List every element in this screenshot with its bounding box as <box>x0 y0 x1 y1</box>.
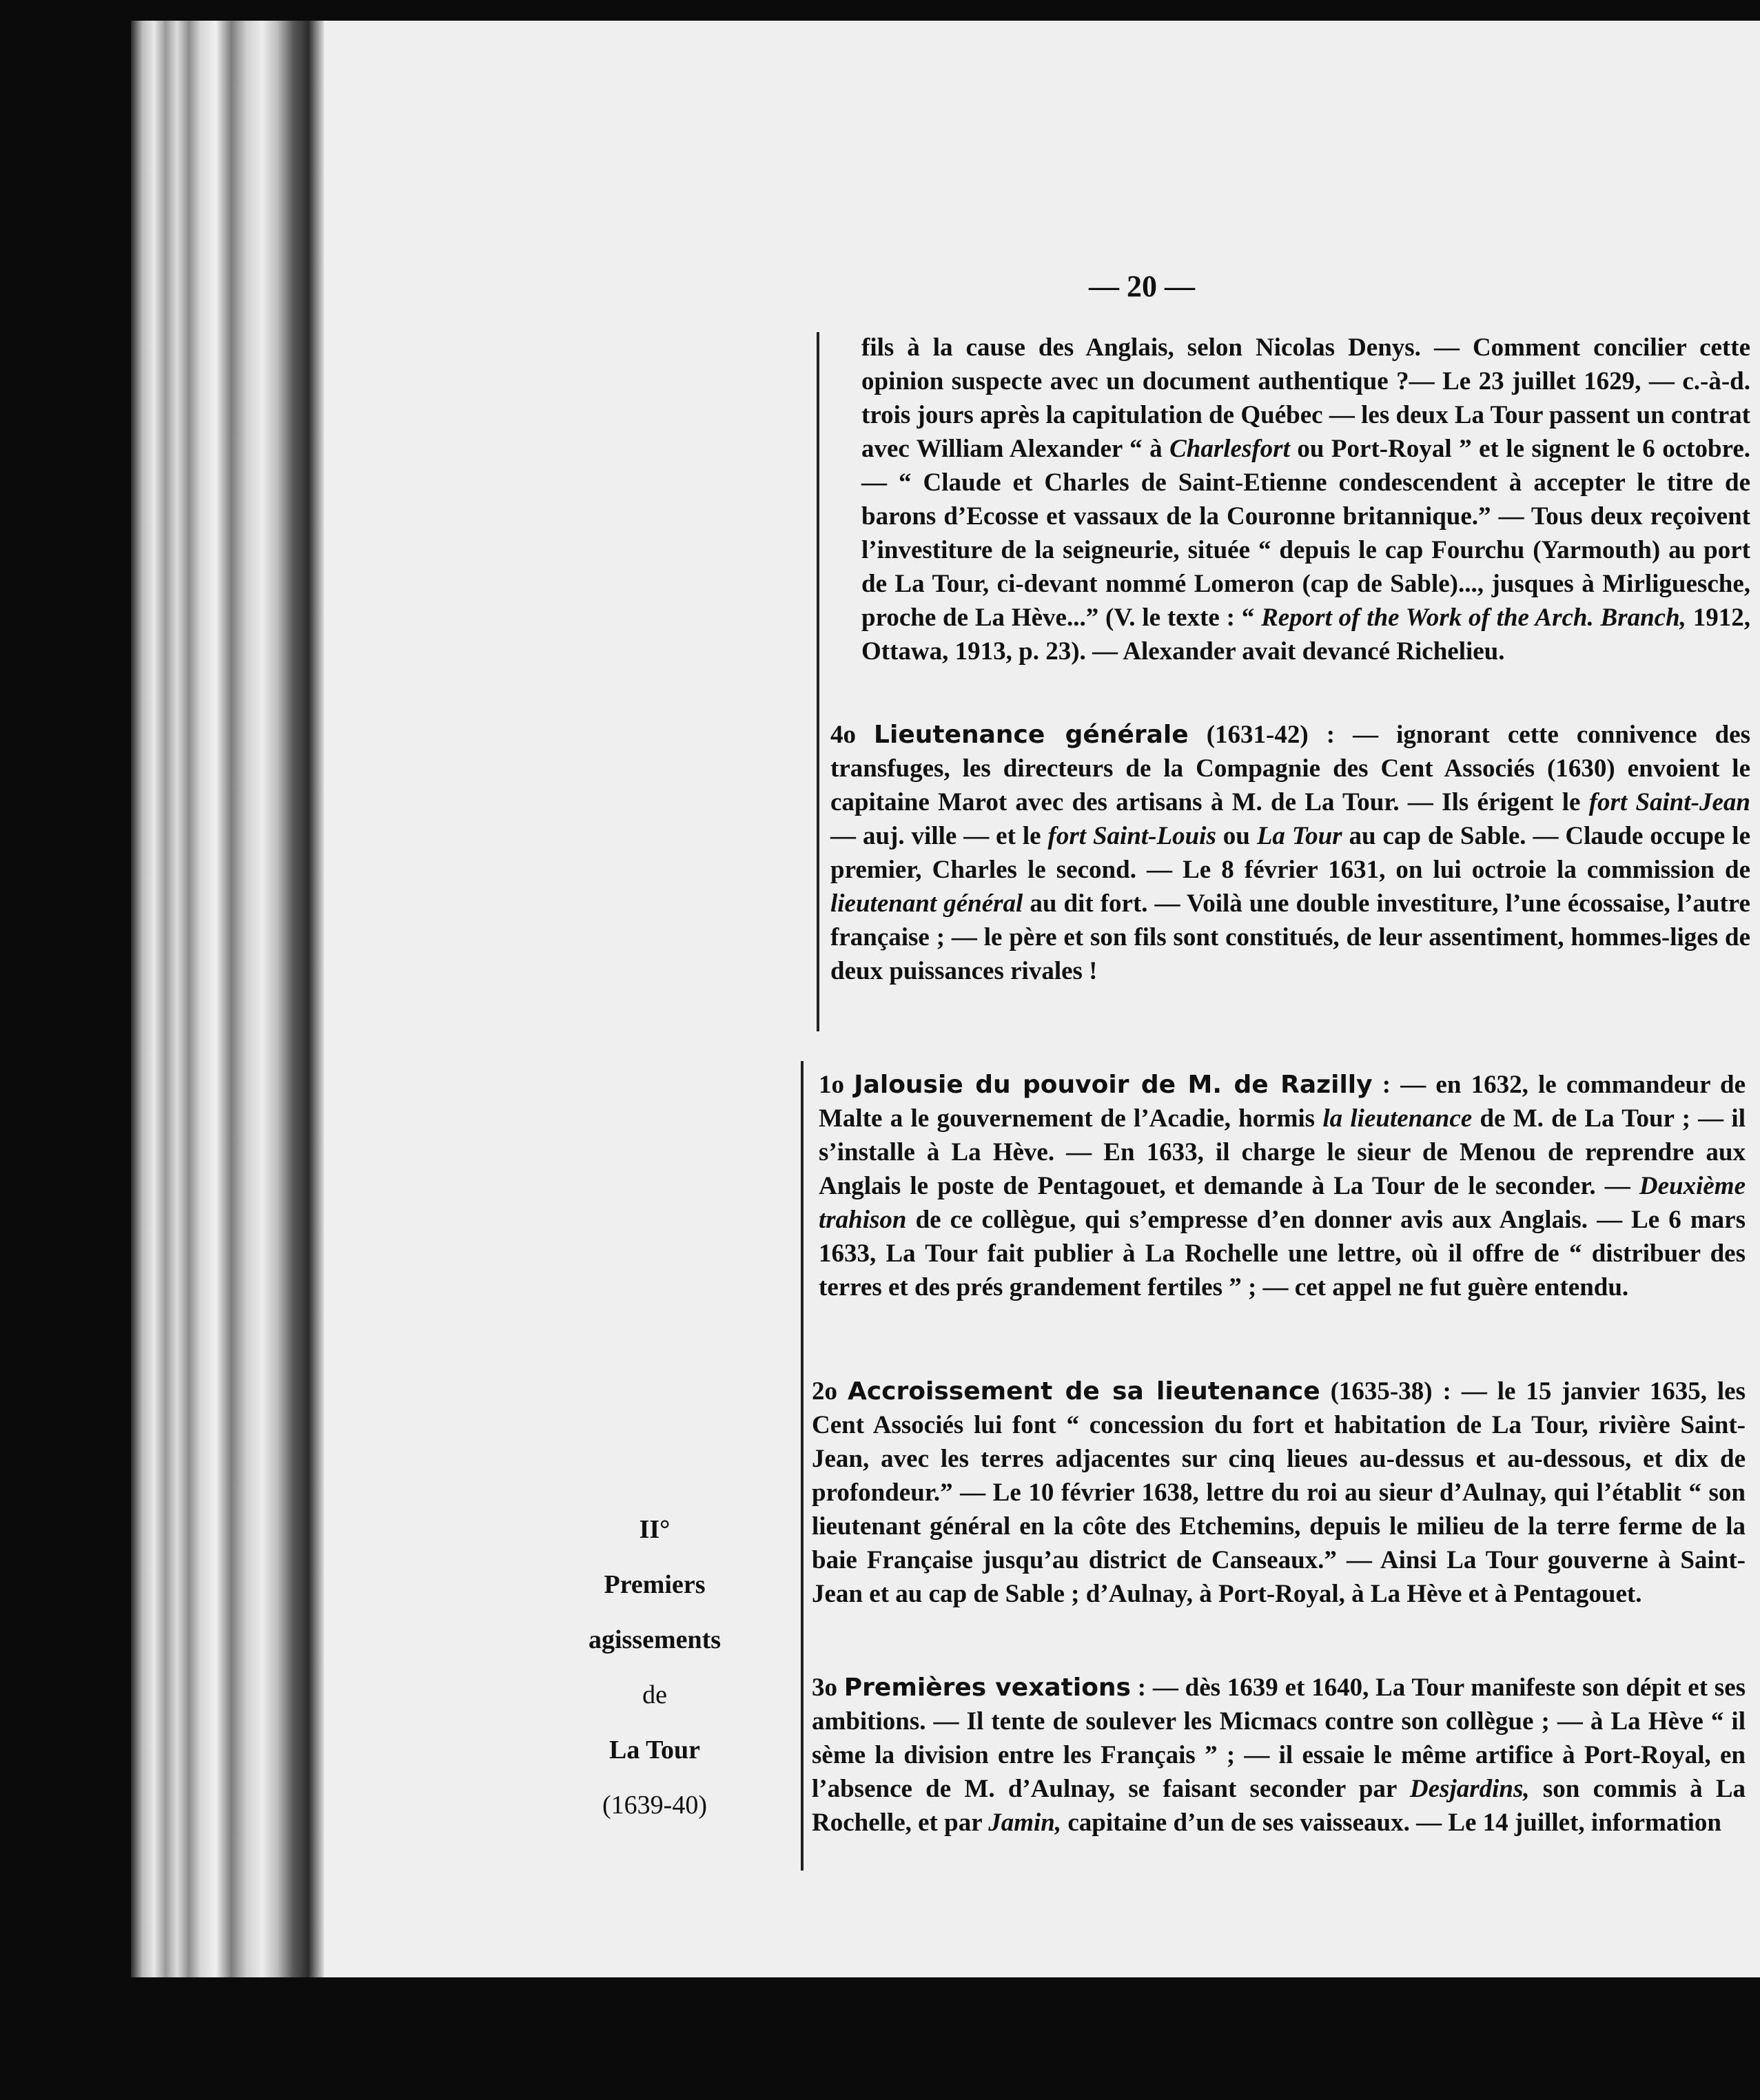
book-page <box>324 21 1760 1977</box>
margin-line: La Tour <box>608 1736 701 1764</box>
margin-dates: (1639-40) <box>602 1791 707 1820</box>
bracket-upper <box>817 332 819 1031</box>
bracket-lower <box>801 1061 804 1871</box>
margin-line: de <box>642 1680 667 1709</box>
book-binding <box>131 21 324 1977</box>
paragraph-lieutenance-generale: 4o Lieutenance générale (1631-42) : — ignorant cette connivence des transfuges, les directeurs de la Compagnie des Cent Associés (1630) envoient le capitaine Marot avec des artisans à M. de La Tour. — Ils érigent le fort Saint-Jean — auj. ville — et le fort Saint-Louis ou La Tour au cap de Sable. — Claude occupe le premier, Charles le second. — Le 8 février 1631, on lui octroie la commission de lieutenant général au dit fort. — Voilà une double investiture, l’une écossaise, l’autre française ; — le père et son fils sont constitués, de leur assentiment, hommes-liges de deux puissances rivales ! <box>830 721 1750 985</box>
section-heading: Lieutenance générale <box>874 721 1189 749</box>
paragraph-accroissement: 2o Accroissement de sa lieutenance (1635-38) : — le 15 janvier 1635, les Cent Associés lui font “ concession du fort et habitation de La Tour, rivière Saint-Jean, avec les terres adjacentes sur cinq lieues au-dessus et au-dessous, et dix de profondeur.” — Le 10 février 1638, lettre du roi au sieur d’Aulnay, qui l’établit “ son lieutenant général en la côte des Etchemins, depuis le milieu de la terre ferme de la baie Française jusqu’au district de Canseaux.” — Ainsi La Tour gouverne à Saint-Jean et au cap de Sable ; d’Aulnay, à Port-Royal, à La Hève et à Pentagouet. <box>812 1377 1746 1608</box>
paragraph-premieres-vexations: 3o Premières vexations : — dès 1639 et 1640, La Tour manifeste son dépit et ses ambitions. — Il tente de soulever les Micmacs contre son collègue ; — à La Hève “ il sème la division entre les Français ” ; — il essaie le même artifice à Port-Royal, en l’absence de M. d’Aulnay, se faisant seconder par Desjardins, son commis à La Rochelle, et par Jamin, capitaine d’un de ses vaisseaux. — Le 14 juillet, information <box>812 1674 1746 1837</box>
margin-line: agissements <box>588 1625 722 1654</box>
section-heading: Accroissement de sa lieutenance <box>847 1377 1320 1406</box>
margin-line: Premiers <box>604 1570 706 1599</box>
page-number: — 20 — <box>1089 269 1195 303</box>
paragraph-jalousie: 1o Jalousie du pouvoir de M. de Razilly : — en 1632, le commandeur de Malte a le gouvernement de l’Acadie, hormis la lieutenance de M. de La Tour ; — il s’installe à La Hève. — En 1633, il charge le sieur de Menou de reprendre aux Anglais le poste de Pentagouet, et demande à La Tour de le seconder. — Deuxième trahison de ce collègue, qui s’empresse d’en donner avis aux Anglais. — Le 6 mars 1633, La Tour fait publier à La Rochelle une lettre, où il offre de “ distribuer des terres et des prés grandement fertiles ” ; — cet appel ne fut guère entendu. <box>819 1071 1746 1301</box>
margin-numeral: II° <box>639 1515 671 1544</box>
paragraph-continuation: fils à la cause des Anglais, selon Nicolas Denys. — Comment concilier cette opinion suspecte avec un document authentique ?— Le 23 juillet 1629, — c.-à-d. trois jours après la capitulation de Québec — les deux La Tour passent un contrat avec William Alexander “ à Charlesfort ou Port-Royal ” et le signent le 6 octobre. — “ Claude et Charles de Saint-Etienne condescendent à accepter le titre de barons d’Ecosse et vassaux de la Couronne britannique.” — Tous deux reçoivent l’investiture de la seigneurie, située “ depuis le cap Fourchu (Yarmouth) au port de La Tour, ci-devant nommé Lomeron (cap de Sable)..., jusques à Mirliguesche, proche de La Hève...” (V. le texte : “ Report of the Work of the Arch. Branch, 1912, Ottawa, 1913, p. 23). — Alexander avait devancé Richelieu. <box>861 333 1750 666</box>
margin-note <box>551 1502 758 1833</box>
section-heading: Jalousie du pouvoir de M. de Razilly <box>854 1071 1373 1099</box>
section-heading: Premières vexations <box>843 1674 1131 1702</box>
